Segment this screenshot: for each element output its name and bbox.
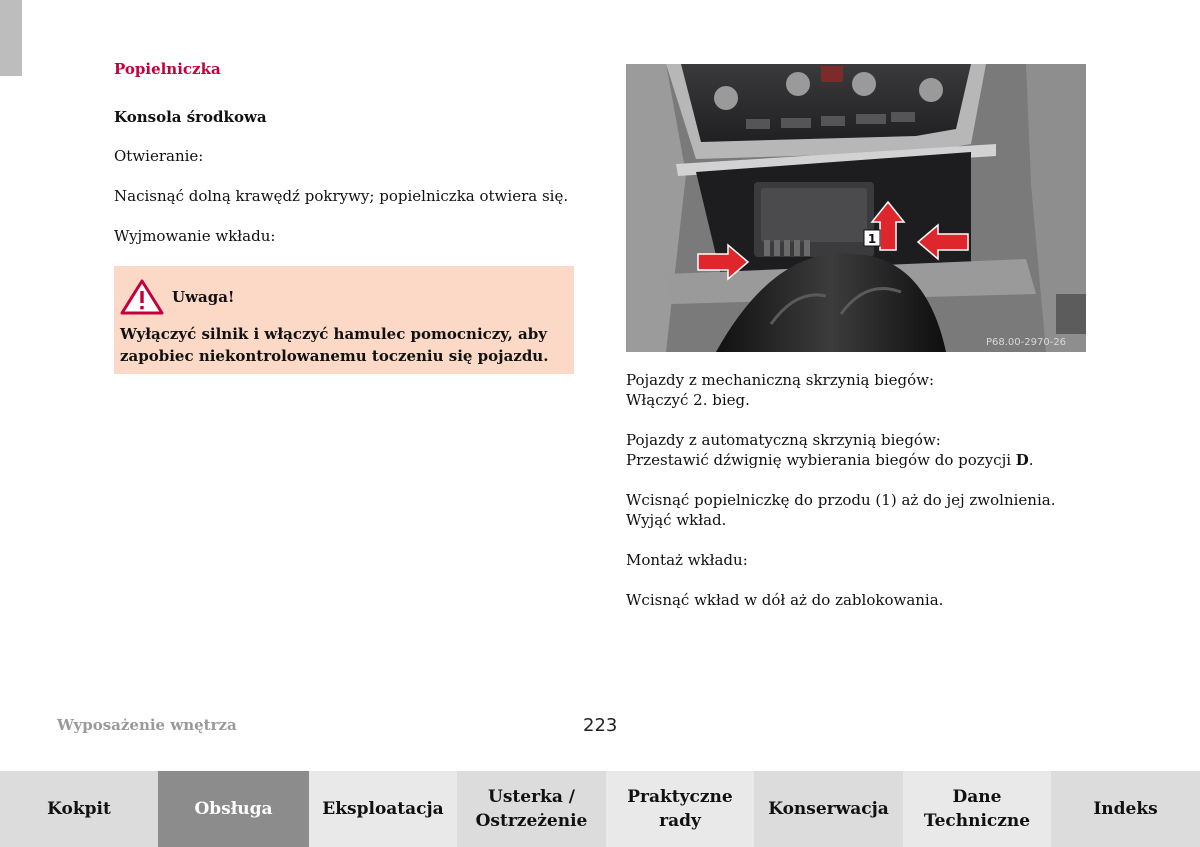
nav-tab-label: Konserwacja (768, 799, 889, 819)
nav-tab-label: Eksploatacja (322, 799, 444, 819)
nav-tab-label: Kokpit (47, 799, 111, 819)
right-column (626, 370, 1096, 610)
mount-insert-label: Montaż wkładu: (626, 551, 748, 569)
nav-tab-eksploatacja[interactable] (309, 771, 457, 847)
automatic-gearbox-heading: Pojazdy z automatyczną skrzynią biegów: (626, 431, 941, 449)
nav-tab-label: Dane (952, 787, 1002, 807)
opening-label: Otwieranie: (114, 147, 204, 165)
chapter-nav-bar (0, 771, 1200, 847)
nav-tab-usterka-ostrzezenie[interactable] (457, 771, 606, 847)
nav-tab-label-line2: Ostrzeżenie (475, 811, 588, 831)
nav-tab-praktyczne-rady[interactable] (606, 771, 754, 847)
warning-text: Wyłączyć silnik i włączyć hamulec pomocniczy, aby zapobiec niekontrolowanemu toczeniu się pojazdu. (120, 325, 549, 365)
nav-tab-label: Indeks (1093, 799, 1158, 819)
warning-box (114, 266, 574, 374)
nav-tab-dane-techniczne[interactable] (903, 771, 1051, 847)
page-number: 223 (583, 715, 618, 736)
nav-tab-konserwacja[interactable] (754, 771, 903, 847)
page-corner-tab (0, 0, 22, 76)
ashtray-illustration (626, 64, 1086, 352)
mount-insert-instruction: Wcisnąć wkład w dół aż do zablokowania. (626, 591, 944, 609)
subsection-title: Konsola środkowa (114, 108, 267, 126)
manual-gearbox-instruction: Włączyć 2. bieg. (626, 391, 750, 409)
remove-insert-instruction: Wyjąć wkład. (626, 511, 727, 529)
nav-tab-label-line2: Techniczne (923, 811, 1031, 831)
automatic-instruction-text: Przestawić dźwignię wybierania biegów do pozycji (626, 451, 1016, 469)
nav-tab-kokpit[interactable] (0, 771, 158, 847)
ashtray-photo (626, 64, 1086, 352)
gear-position-d: D (1015, 451, 1029, 469)
automatic-gearbox-instruction (626, 450, 1096, 470)
warning-triangle-icon (120, 278, 164, 316)
nav-tab-label: Obsługa (194, 799, 273, 819)
callout-number: 1 (867, 232, 877, 246)
automatic-instruction-end: . (1028, 451, 1034, 469)
nav-tab-indeks[interactable] (1051, 771, 1200, 847)
warning-header (120, 278, 235, 316)
nav-tab-label-line2: rady (659, 811, 701, 831)
manual-gearbox-heading: Pojazdy z mechaniczną skrzynią biegów: (626, 371, 935, 389)
warning-title: Uwaga! (172, 288, 235, 306)
nav-tab-label: Usterka / (488, 787, 575, 807)
push-ashtray-instruction: Wcisnąć popielniczkę do przodu (1) aż do jej zwolnienia. (626, 491, 1056, 509)
figure-code: P68.00-2970-26 (986, 337, 1067, 348)
removal-label: Wyjmowanie wkładu: (114, 227, 276, 245)
nav-tab-label: Praktyczne (627, 787, 733, 807)
section-title: Popielniczka (114, 60, 221, 78)
left-column (114, 60, 574, 246)
footer-section-title: Wyposażenie wnętrza (57, 716, 237, 734)
nav-tab-obsluga[interactable] (158, 771, 309, 847)
opening-text: Nacisnąć dolną krawędź pokrywy; popielniczka otwiera się. (114, 187, 569, 205)
